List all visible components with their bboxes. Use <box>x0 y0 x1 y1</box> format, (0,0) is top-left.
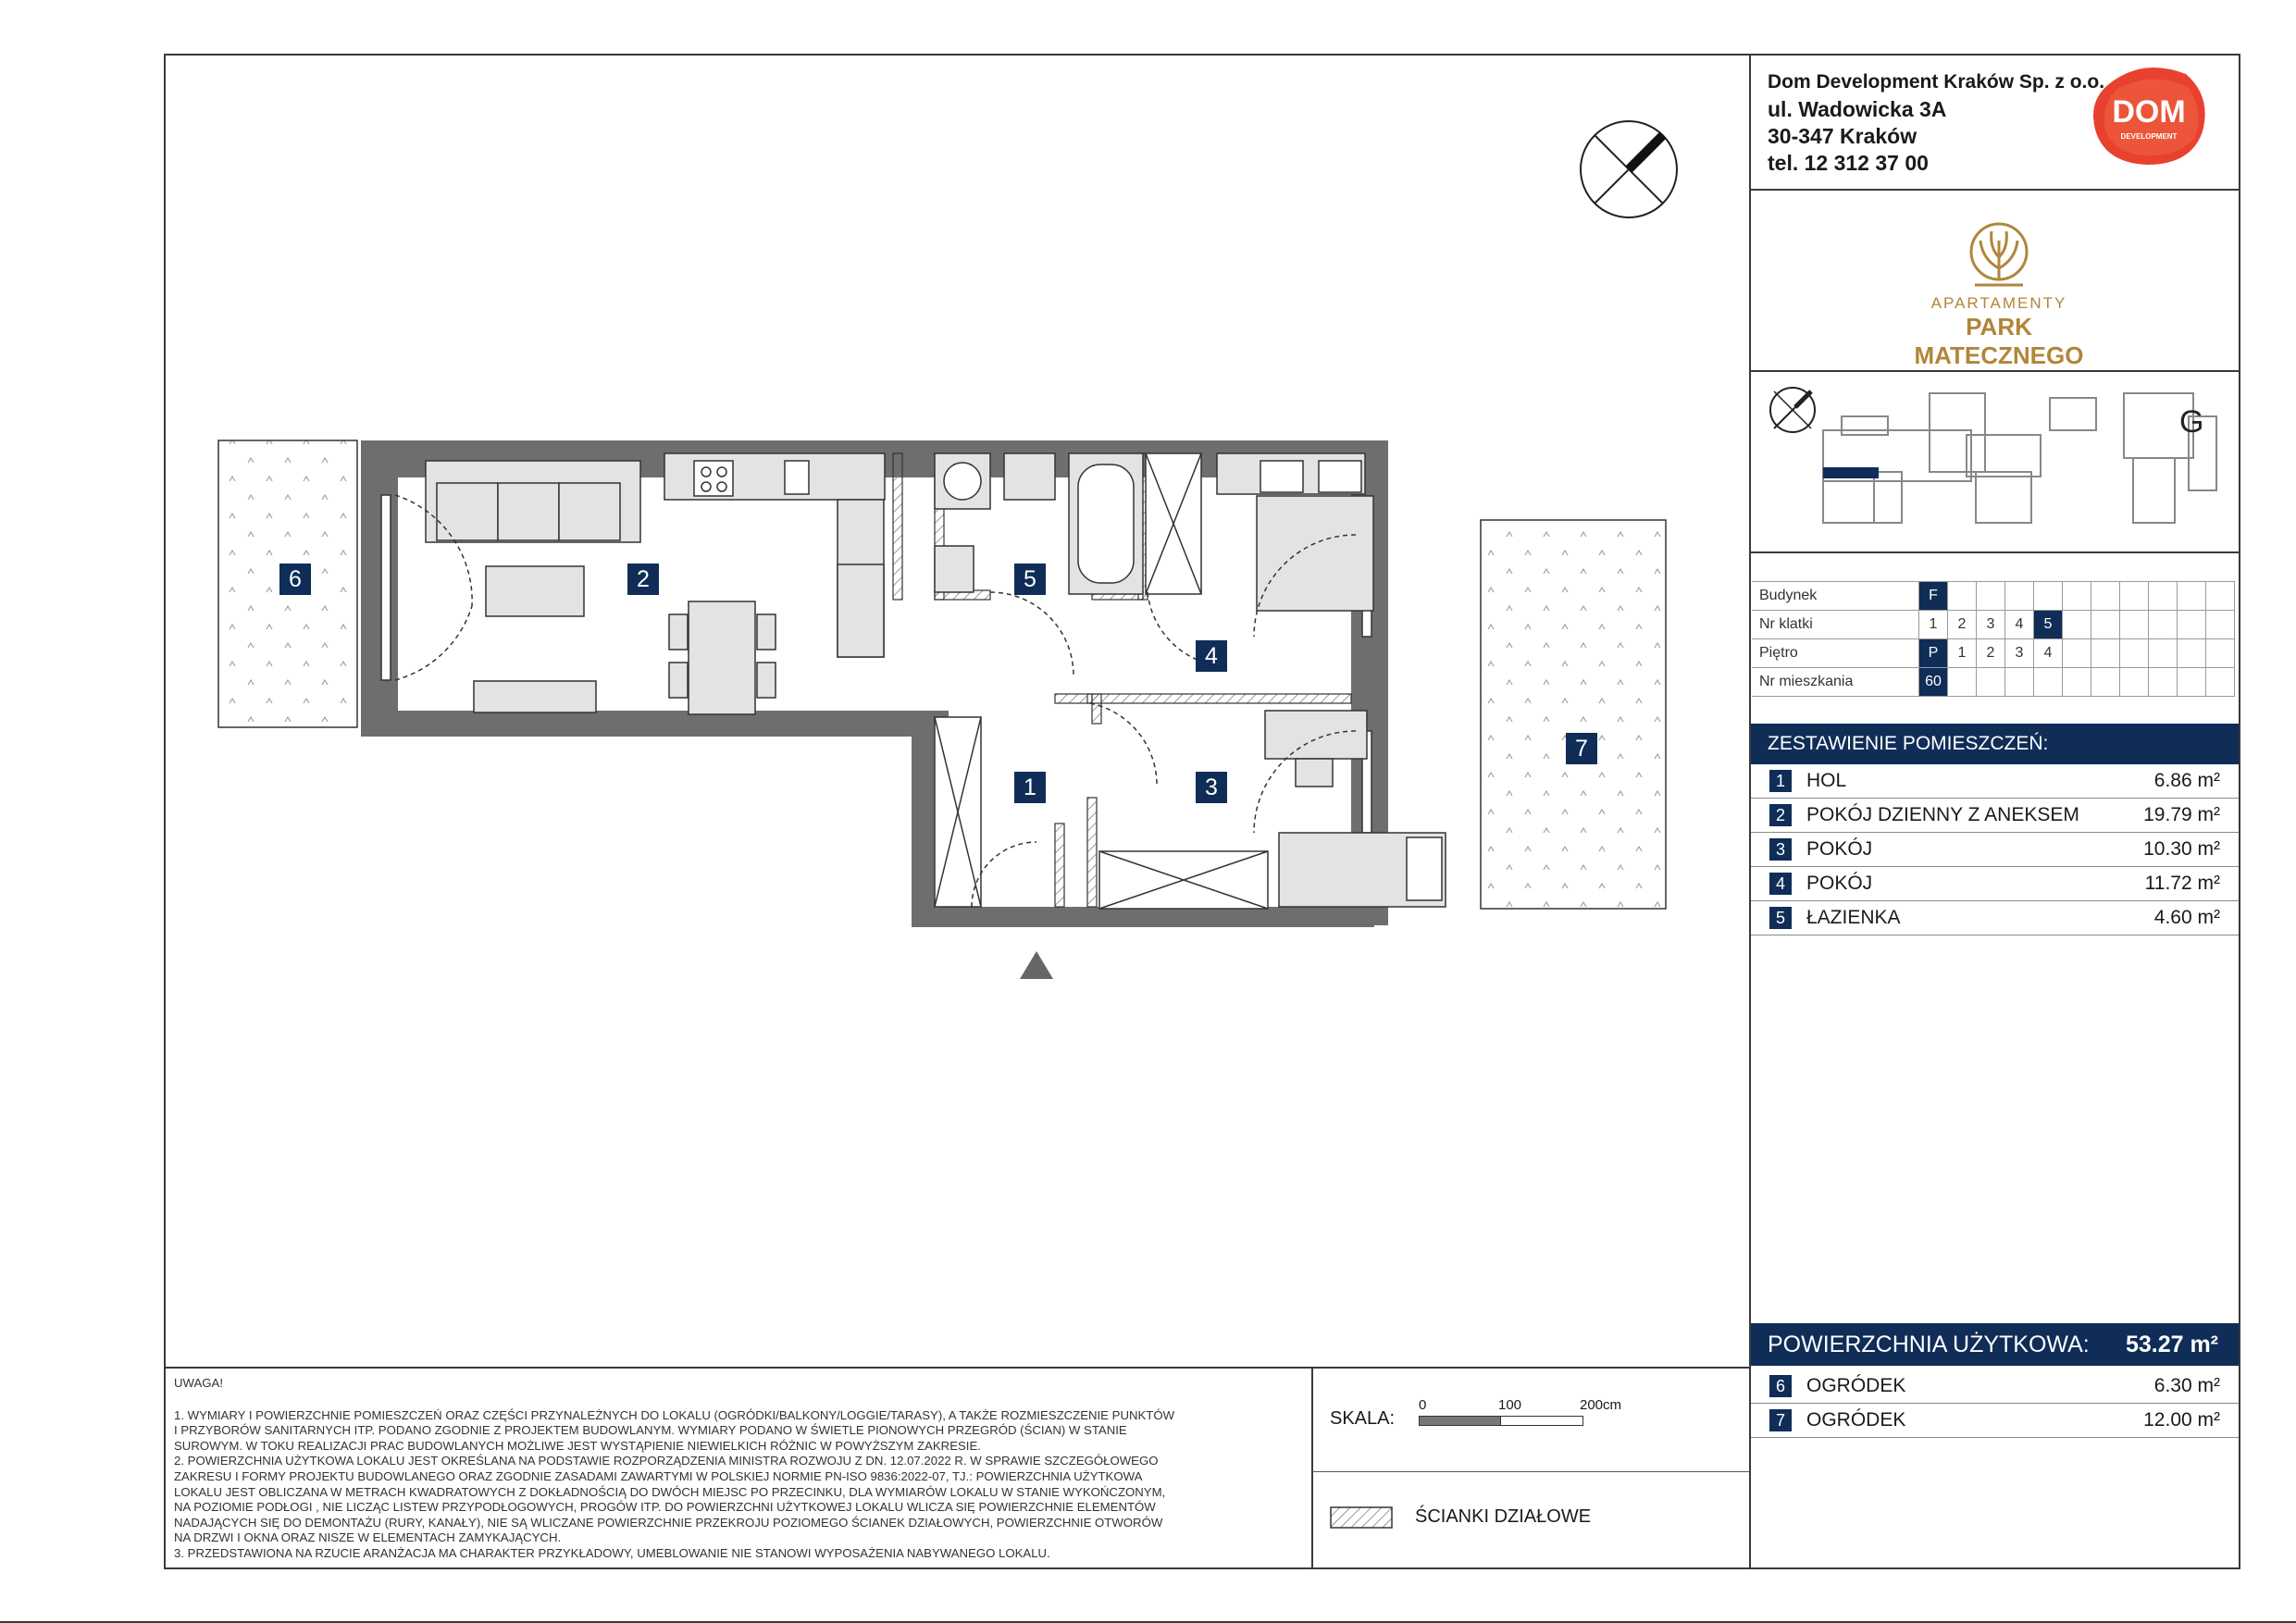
room-name: OGRÓDEK <box>1806 1375 1906 1396</box>
location-table <box>1752 581 2235 697</box>
project-line1: APARTAMENTY <box>1930 294 2067 312</box>
summary-title: ZESTAWIENIE POMIESZCZEŃ: <box>1768 733 2049 754</box>
room-row <box>1751 901 2239 935</box>
room-name: POKÓJ <box>1806 873 1873 894</box>
location-cell: 3 <box>2005 639 2034 668</box>
dom-development-logo <box>2090 65 2210 168</box>
scale-bar-light <box>1500 1416 1583 1426</box>
location-cell: 5 <box>2034 611 2063 639</box>
location-cell: 4 <box>2034 639 2063 668</box>
scale-bar-dark <box>1419 1416 1502 1426</box>
location-row-label: Piętro <box>1752 639 1919 668</box>
room-list <box>1751 764 2239 935</box>
company-city: 30-347 Kraków <box>1768 124 1917 148</box>
location-cell <box>2091 611 2120 639</box>
location-cell: F <box>1919 582 1948 611</box>
usable-area-bar <box>1751 1323 2239 1366</box>
note-line: NA POZIOMIE PODŁOGI , NIE LICZĄC LISTEW PRZYPODŁOGOWYCH, PROGÓW ITP. DO POWIERZCHNI UŻYTKOWEJ LOKALU WLICZA SIĘ POWIERZCHNIE ELEMENTÓW <box>174 1500 1156 1515</box>
location-cell <box>2149 668 2178 697</box>
location-cell <box>2120 611 2149 639</box>
location-row <box>1752 639 2235 668</box>
room-number-badge: 3 <box>1769 838 1792 861</box>
location-cell: 3 <box>1977 611 2005 639</box>
location-cell <box>2120 639 2149 668</box>
scale-label: SKALA: <box>1330 1408 1396 1429</box>
location-cell <box>2178 582 2206 611</box>
room-area: 6.86 m² <box>2153 770 2220 791</box>
location-cell <box>2091 582 2120 611</box>
notes-title: UWAGA! <box>174 1376 223 1390</box>
location-row <box>1752 582 2235 611</box>
plan-label-1: 1 <box>1014 772 1046 803</box>
room-area: 6.30 m² <box>2153 1375 2220 1396</box>
room-row <box>1751 764 2239 799</box>
room-number-badge: 7 <box>1769 1409 1792 1431</box>
header-divider-3 <box>1750 551 2240 553</box>
location-cell <box>2178 611 2206 639</box>
room-area: 4.60 m² <box>2153 907 2220 928</box>
room-number-badge: 1 <box>1769 770 1792 792</box>
room-row <box>1751 799 2239 833</box>
location-cell <box>2091 668 2120 697</box>
notes-divider <box>164 1367 1749 1369</box>
room-area: 10.30 m² <box>2143 838 2220 860</box>
location-cell: 4 <box>2005 611 2034 639</box>
plan-label-7: 7 <box>1566 733 1597 764</box>
location-cell <box>2120 668 2149 697</box>
company-info <box>1768 68 2104 177</box>
legend-partition-label: ŚCIANKI DZIAŁOWE <box>1415 1506 1592 1527</box>
room-area: 11.72 m² <box>2144 873 2220 894</box>
header-divider-1 <box>1750 189 2240 191</box>
garden-7 <box>1481 520 1666 909</box>
summary-header <box>1751 724 2239 764</box>
logo-sub-text: DEVELOPMENT <box>2120 132 2178 141</box>
location-cell <box>1948 668 1977 697</box>
hall-wardrobe <box>935 717 981 907</box>
location-cell <box>2178 639 2206 668</box>
plan-label-2: 2 <box>627 564 659 595</box>
location-cell <box>2063 639 2091 668</box>
room-name: ŁAZIENKA <box>1806 907 1901 928</box>
note-line: ZAKRESU I FORMY PROJEKTU BUDOWLANEGO ORAZ ZGODNIE ZASADAMI ZAWARTYMI W POLSKIEJ NORMIE PN-ISO 9836:2022-07, TJ.: POWIERZCHNIA UŻYTKOWA <box>174 1468 1143 1483</box>
location-cell <box>2063 582 2091 611</box>
room-row <box>1751 833 2239 867</box>
location-cell <box>2091 639 2120 668</box>
scale-tick-200: 200cm <box>1580 1397 1622 1413</box>
room-area: 19.79 m² <box>2143 804 2220 825</box>
location-cell <box>2063 668 2091 697</box>
key-plan <box>1754 379 2235 546</box>
location-cell <box>2120 582 2149 611</box>
note-line: 2. POWIERZCHNIA UŻYTKOWA LOKALU JEST OKREŚLANA NA PODSTAWIE ROZPORZĄDZENIA MINISTRA ROZWOJU Z DN. 12.07.2022 R. W SPRAWIE SZCZEGÓŁOWEGO <box>174 1454 1159 1468</box>
note-line: I PRZYBORÓW SANITARNYCH ITP. PODANO ZGODNIE Z PROJEKTEM BUDOWLANYM. WYMIARY PODANO W ŚWIETLE PIONOWYCH PRZEGRÓD (ŚCIAN) W STANIE <box>174 1423 1127 1438</box>
room-name: POKÓJ <box>1806 838 1873 860</box>
room-number-badge: 5 <box>1769 907 1792 929</box>
company-name: Dom Development Kraków Sp. z o.o. <box>1768 71 2105 93</box>
legend-divider <box>1311 1471 1749 1472</box>
location-cell <box>2149 639 2178 668</box>
extras-list <box>1751 1369 2239 1438</box>
company-street: ul. Wadowicka 3A <box>1768 97 1947 121</box>
north-compass-icon <box>1578 118 1680 220</box>
room-number-badge: 6 <box>1769 1375 1792 1397</box>
location-row-label: Budynek <box>1752 582 1919 611</box>
project-logo <box>1879 213 2119 369</box>
location-cell <box>2063 611 2091 639</box>
note-line: 1. WYMIARY I POWIERZCHNIE POMIESZCZEŃ ORAZ CZĘŚCI PRZYNALEŻNYCH DO LOKALU (OGRÓDKI/BALKONY/LOGGIE/TARASY), A TAKŻE ROZMIESZCZENIE PUNKTÓW <box>174 1407 1175 1422</box>
location-cell <box>2206 611 2235 639</box>
location-cell <box>2206 668 2235 697</box>
plan-label-6: 6 <box>279 564 311 595</box>
location-cell <box>2206 639 2235 668</box>
header-divider-2 <box>1750 370 2240 372</box>
note-line: LOKALU JEST OBLICZANA W METRACH KWADRATOWYCH Z DOKŁADNOŚCIĄ DO DWÓCH MIEJSC PO PRZECINKU, DLA WYMIARÓW LOKALU W STANIE WYKOŃCZONYM, <box>174 1484 1166 1499</box>
scale-tick-100: 100 <box>1498 1397 1522 1413</box>
location-row <box>1752 611 2235 639</box>
company-phone: tel. 12 312 37 00 <box>1768 151 1929 175</box>
location-row <box>1752 668 2235 697</box>
note-line: NADAJĄCYCH SIĘ DO DEMONTAŻU (RURY, KANAŁY), NIE SĄ WLICZANE POWIERZCHNIE PRZEKROJU POZIOMEGO ŚCIANEK DZIAŁOWYCH, POWIERZCHNIE OTWORÓW <box>174 1515 1163 1530</box>
location-cell: P <box>1919 639 1948 668</box>
room-row <box>1751 1369 2239 1404</box>
scale-divider <box>1311 1367 1313 1569</box>
room-name: HOL <box>1806 770 1847 791</box>
legend-block <box>1330 1505 1737 1532</box>
location-cell: 60 <box>1919 668 1948 697</box>
logo-main-text: DOM <box>2112 94 2186 130</box>
location-cell: 1 <box>1919 611 1948 639</box>
entrance-arrow-icon <box>1020 951 1053 979</box>
location-cell <box>1948 582 1977 611</box>
location-cell <box>1977 668 2005 697</box>
room-row <box>1751 1404 2239 1438</box>
location-cell <box>2206 582 2235 611</box>
location-cell <box>2034 582 2063 611</box>
room-number-badge: 4 <box>1769 873 1792 895</box>
room-name: OGRÓDEK <box>1806 1409 1906 1431</box>
usable-area-value: 53.27 m² <box>2125 1331 2218 1357</box>
scale-tick-0: 0 <box>1419 1397 1427 1413</box>
location-cell <box>2005 582 2034 611</box>
room-name: POKÓJ DZIENNY Z ANEKSEM <box>1806 804 2079 825</box>
location-cell <box>2005 668 2034 697</box>
plan-label-4: 4 <box>1196 640 1227 672</box>
keyplan-building-g: G <box>2179 404 2204 440</box>
plan-label-5: 5 <box>1014 564 1046 595</box>
room-row <box>1751 867 2239 901</box>
scale-block <box>1330 1397 1737 1453</box>
notes-block <box>174 1376 1303 1562</box>
location-cell <box>1977 582 2005 611</box>
location-row-label: Nr mieszkania <box>1752 668 1919 697</box>
note-line: 3. PRZEDSTAWIONA NA RZUCIE ARANŻACJA MA CHARAKTER PRZYKŁADOWY, UMEBLOWANIE NIE STANOWI WYPOSAŻENIA NABYWANEGO LOKALU. <box>174 1545 1050 1560</box>
note-line: NA DRZWI I OKNA ORAZ NISZE W ELEMENTACH ZAMYKAJĄCYCH. <box>174 1530 562 1545</box>
keyplan-compass-icon <box>1770 388 1815 432</box>
location-cell: 1 <box>1948 639 1977 668</box>
note-line: SUROWYM. W TOKU REALIZACJI PRAC BUDOWLANYCH MOŻLIWE JEST WYSTĄPIENIE NIEWIELKICH RÓŻNIC W POWYŻSZYM ZAKRESIE. <box>174 1438 981 1453</box>
room-number-badge: 2 <box>1769 804 1792 826</box>
hatch-swatch-icon <box>1330 1506 1395 1530</box>
project-line2: PARK MATECZNEGO <box>1914 313 2084 369</box>
location-cell <box>2149 611 2178 639</box>
plan-label-3: 3 <box>1196 772 1227 803</box>
location-cell: 2 <box>1948 611 1977 639</box>
floor-plan <box>204 416 1703 990</box>
location-cell <box>2034 668 2063 697</box>
tree-emblem-icon <box>1879 213 2119 305</box>
location-row-label: Nr klatki <box>1752 611 1919 639</box>
location-cell <box>2178 668 2206 697</box>
usable-area-label: POWIERZCHNIA UŻYTKOWA: <box>1768 1331 2090 1357</box>
location-cell: 2 <box>1977 639 2005 668</box>
location-cell <box>2149 582 2178 611</box>
room-area: 12.00 m² <box>2143 1409 2220 1431</box>
